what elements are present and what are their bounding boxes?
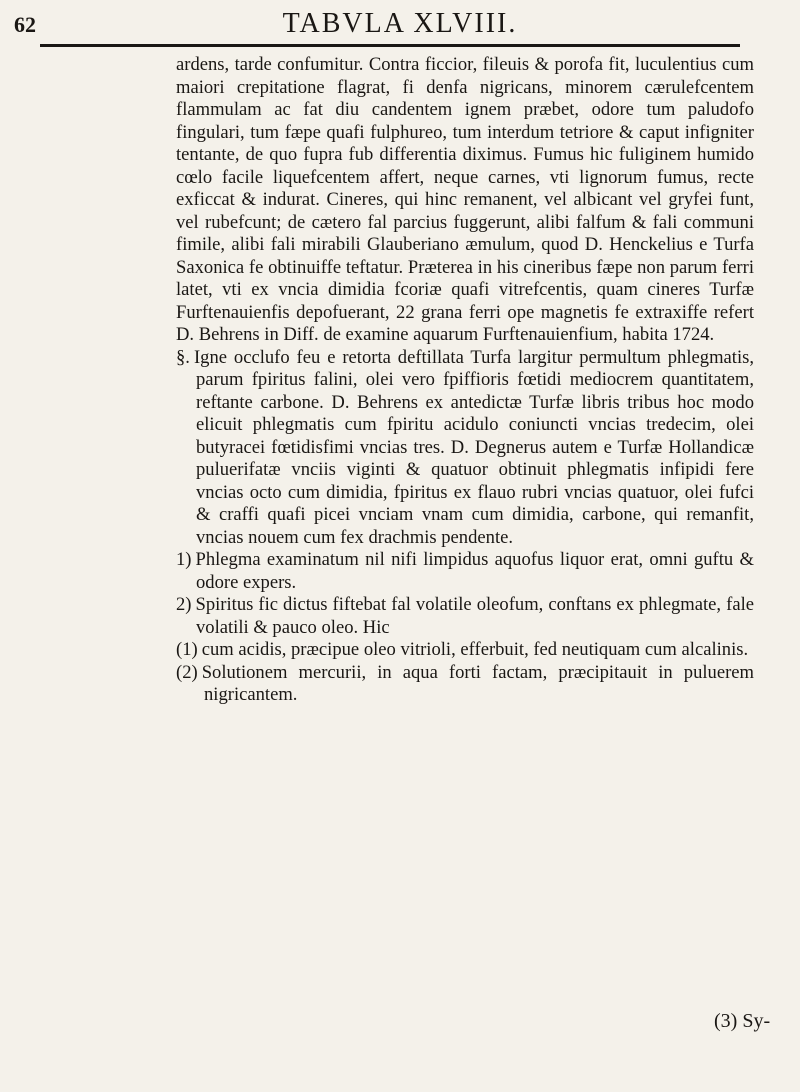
header-rule bbox=[40, 44, 740, 47]
body-text bbox=[176, 54, 754, 707]
paragraph-text: Igne occlufo feu e retorta deftillata Turfa largitur permultum phlegmatis, parum fpiritus falini, olei vero fpiffioris fœtidi mediocrem quantitatem, reftante carbone. D. Behrens ex antedictæ Turfæ libris tribus hoc modo elicuit phlegmatis cum fpiritu acidulo coniuncti vncias tredecim, olei butyracei fœtidisfimi vncias tres. D. Degnerus autem e Turfæ Hollandicæ puluerifatæ vnciis viginti & quatuor obtinuit phlegmatis infipidi fere vncias octo cum dimidia, fpiritus ex flauo rubri vncias quatuor, olei fufci & craffi quafi picei vnciam vnam cum dimidia, carbone, qui remanfit, vncias nouem cum fex drachmis pendente. bbox=[193, 346, 754, 548]
list-item-2 bbox=[176, 594, 754, 639]
sublist-item-2 bbox=[176, 662, 754, 707]
sublist-item-1 bbox=[176, 639, 754, 662]
list-item-1 bbox=[176, 549, 754, 594]
paragraph-section bbox=[176, 347, 754, 550]
catchword: (3) Sy- bbox=[714, 1010, 771, 1032]
page-number: 62 bbox=[14, 12, 36, 37]
paragraph-intro: ardens, tarde confumitur. Contra ficcior, fileuis & porofa fit, luculentius cum maiori crepitatione flagrat, fi denfa nigricans, minorem cærulefcentem flammulam ac fat diu candentem ignem præbet, odore tum paludofo fingulari, tum fæpe quafi fulphureo, tum interdum tetriore & caput infigniter tentante, de quo fupra fub differentia diximus. Fumus hic fuliginem humido cœlo facile liquefcentem affert, neque carnes, vti lignorum fumus, recte exficcat & indurat. Cineres, qui hinc remanent, vel albicant vel gryfei funt, vel rubefcunt; de cætero fal parcius fuggerunt, alibi falfum & fali communi fimile, alibi fali mirabili Glauberiano æmulum, quod D. Henckelius e Turfa Saxonica fe obtinuiffe teftatur. Præterea in his cineribus fæpe non parum ferri latet, vti ex vncia dimidia fcoriæ quafi vitrefcentis, quam cineres Turfæ Furftenauienfis depofuerant, 22 grana ferri ope magnetis fe extraxiffe refert D. Behrens in Diff. de examine aquarum Furftenauienfium, habita 1724. bbox=[176, 54, 754, 345]
list-text: Spiritus fic dictus fiftebat fal volatile oleofum, conftans ex phlegmate, fale volatili & pauco oleo. Hic bbox=[195, 594, 754, 638]
sublist-text: cum acidis, præcipue oleo vitrioli, efferbuit, fed neutiquam cum alcalinis. bbox=[201, 639, 749, 660]
sublist-text: Solutionem mercurii, in aqua forti factam, præcipitauit in puluerem nigricantem. bbox=[201, 661, 754, 705]
sublist-number: (2) bbox=[176, 661, 198, 683]
section-mark: §. bbox=[176, 346, 190, 368]
running-header: TABVLA XLVIII. bbox=[282, 8, 518, 39]
list-text: Phlegma examinatum nil nifi limpidus aquofus liquor erat, omni guftu & odore expers. bbox=[195, 549, 754, 593]
sublist-number: (1) bbox=[176, 639, 198, 660]
list-number: 2) bbox=[176, 594, 192, 615]
list-number: 1) bbox=[176, 549, 192, 570]
